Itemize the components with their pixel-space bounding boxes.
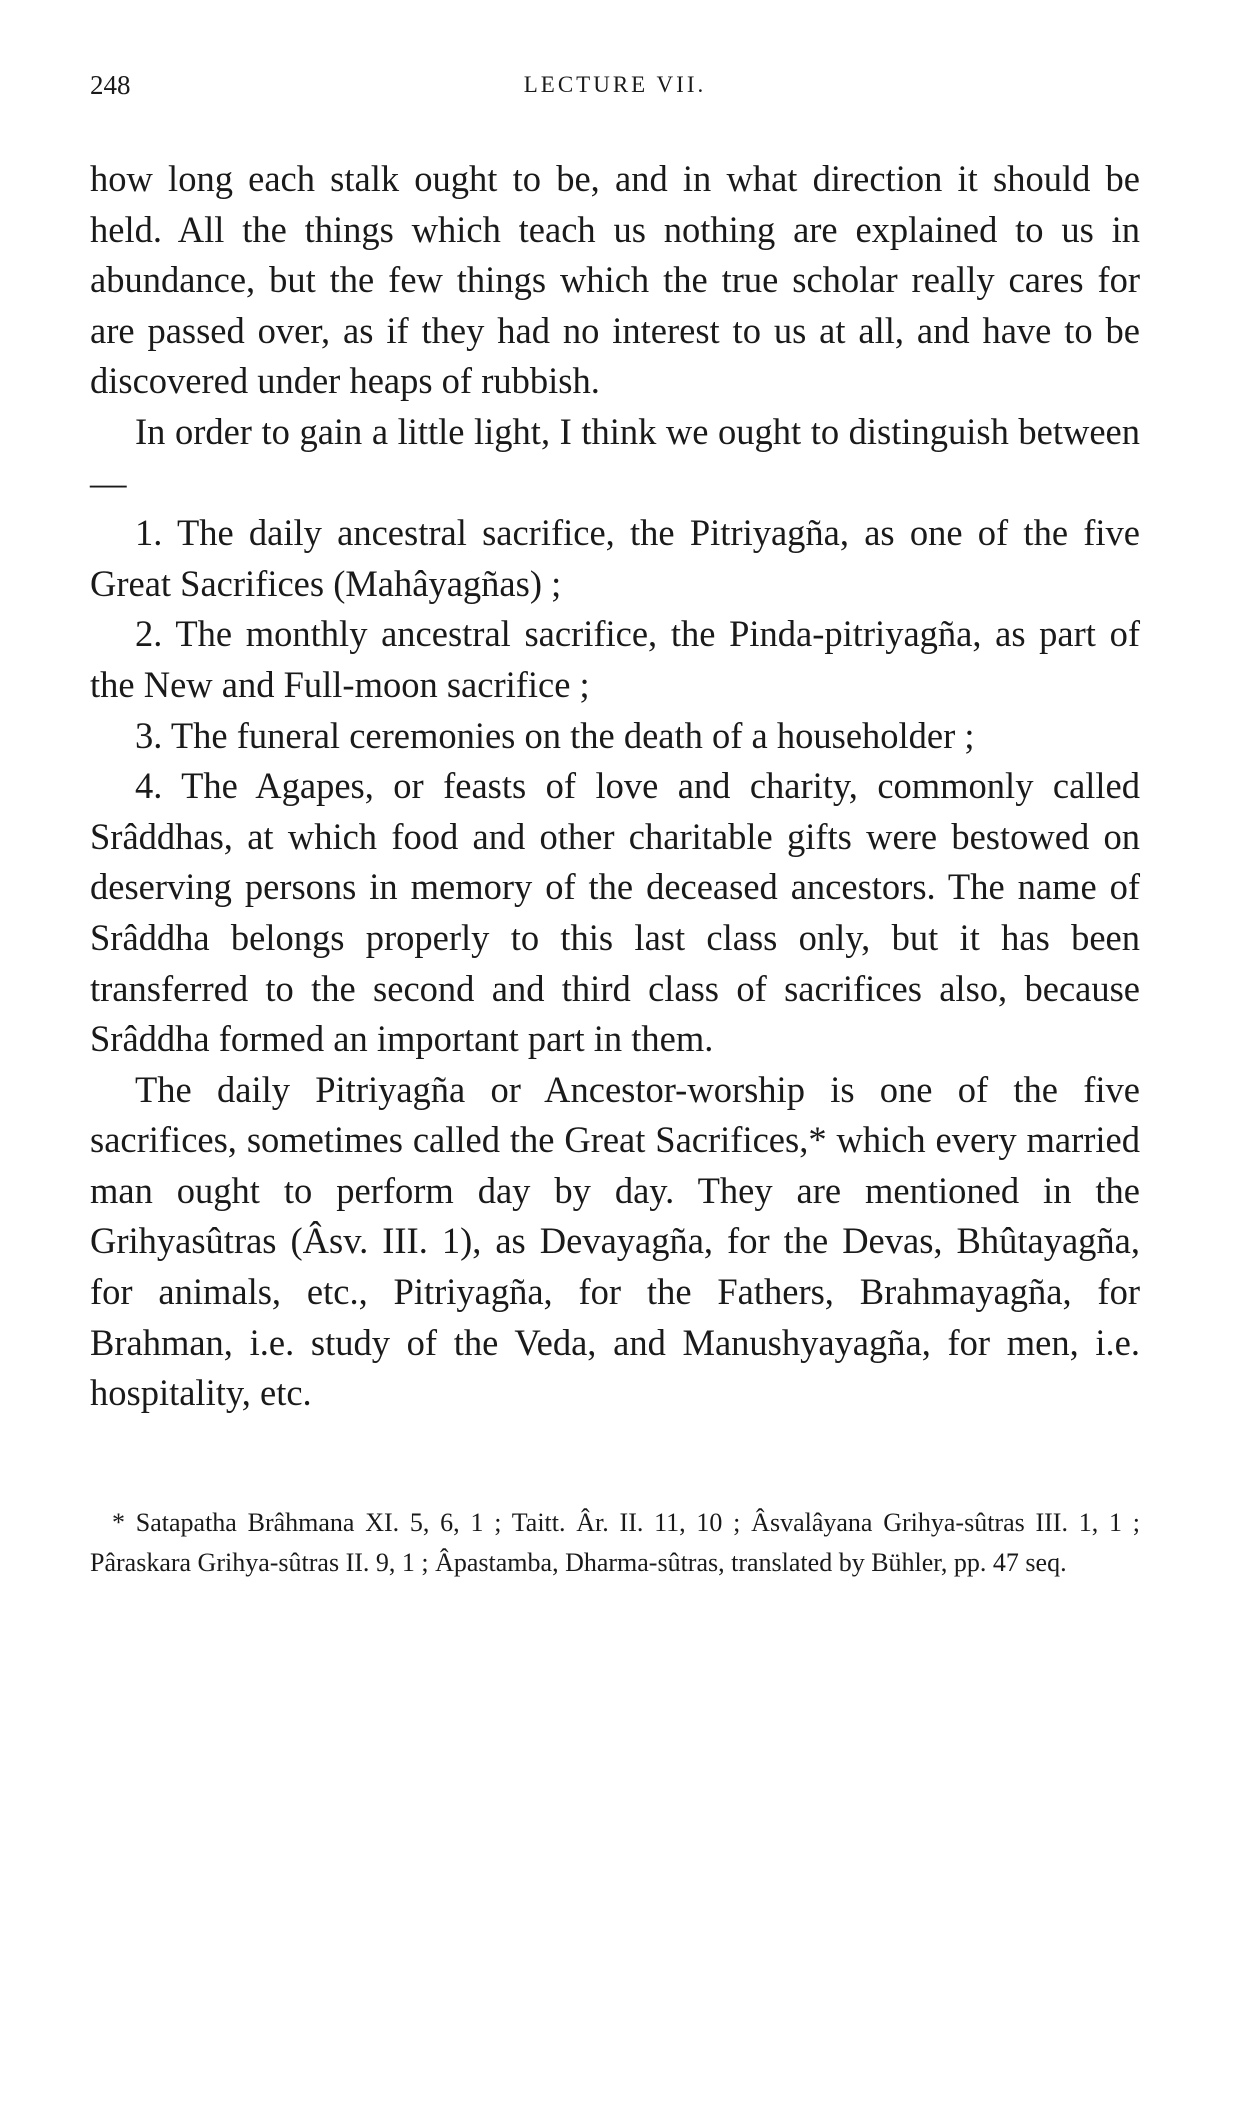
list-item-paragraph: 3. The funeral ceremonies on the death of a householder ; — [135, 714, 975, 756]
list-item-paragraph: 4. The Agapes, or feasts of love and charity, commonly called Srâddhas, at which food and other charitable gifts were bestowed on deserving persons in memory of the deceased ancestors. The name of Srâddha belongs properly to this last class only, but it has been transferred to the second and third class of sacrifices also, because Srâddha formed an important part in them. — [90, 765, 1140, 1060]
paragraph: The daily Pitriyagña or Ancestor-worship is one of the five sacrifices, sometimes called the Great Sacrifices,* which every married man ought to perform day by day. They are mentioned in the Grihyasûtras (Âsv. III. 1), as Devayagña, for the Devas, Bhûtayagña, for animals, etc., Pitriyagña, for the Fathers, Brahmayagña, for Brahman, i.e. study of the Veda, and Manushyayagña, for men, i.e. hospitality, etc. — [90, 1068, 1140, 1414]
book-page — [90, 70, 1140, 1583]
paragraph: In order to gain a little light, I think we ought to distinguish between— — [90, 410, 1140, 503]
list-item-paragraph: 2. The monthly ancestral sacrifice, the Pinda-pitriyagña, as part of the New and Full-moon sacrifice ; — [90, 613, 1140, 705]
page-number: 248 — [90, 70, 131, 100]
running-title: LECTURE VII. — [523, 72, 707, 97]
running-head — [90, 70, 1140, 110]
list-item-paragraph: 1. The daily ancestral sacrifice, the Pitriyagña, as one of the five Great Sacrifices (Mahâyagñas) ; — [90, 512, 1140, 604]
footnotes — [90, 1503, 1140, 1583]
body-text — [90, 154, 1140, 1419]
footnote: * Satapatha Brâhmana XI. 5, 6, 1 ; Taitt. Âr. II. 11, 10 ; Âsvalâyana Grihya-sûtras III. 1, 1 ; Pâraskara Grihya-sûtras II. 9, 1 ; Âpastamba, Dharma-sûtras, translated by Bühler, pp. 47 seq. — [90, 1507, 1140, 1577]
paragraph: how long each stalk ought to be, and in what direction it should be held. All the things which teach us nothing are explained to us in abundance, but the few things which the true scholar really cares for are passed over, as if they had no interest to us at all, and have to be discovered under heaps of rubbish. — [90, 158, 1140, 402]
